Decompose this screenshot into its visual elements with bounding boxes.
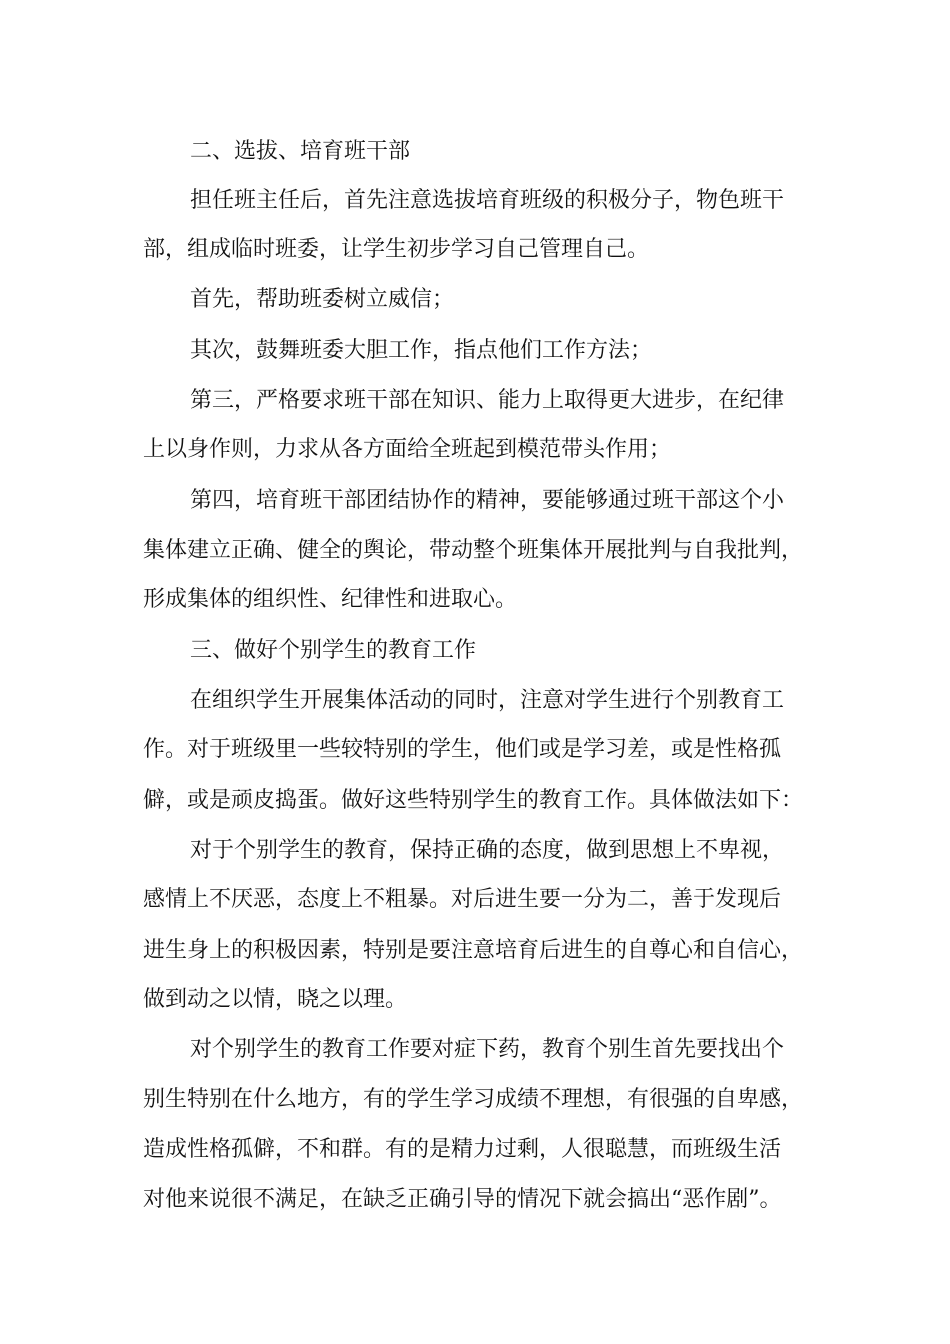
section-heading-3: 三、做好个别学生的教育工作: [190, 638, 477, 663]
paragraph-line: 造成性格孤僻，不和群。有的是精力过剩，人很聪慧，而班级生活: [143, 1137, 782, 1162]
paragraph-line: 做到动之以情，晓之以理。: [143, 987, 408, 1012]
paragraph-line: 首先，帮助班委树立威信；: [190, 287, 455, 312]
paragraph-line: 上以身作则，力求从各方面给全班起到模范带头作用；: [143, 437, 672, 462]
paragraph-line: 进生身上的积极因素，特别是要注意培育后进生的自尊心和自信心，: [143, 938, 804, 963]
paragraph-line: 部，组成临时班委，让学生初步学习自己管理自己。: [143, 237, 650, 262]
paragraph-line: 第三，严格要求班干部在知识、能力上取得更大进步，在纪律: [190, 388, 785, 413]
paragraph-line: 对个别学生的教育工作要对症下药，教育个别生首先要找出个: [190, 1037, 785, 1062]
paragraph-line: 作。对于班级里一些较特别的学生，他们或是学习差，或是性格孤: [143, 737, 782, 762]
paragraph-line: 其次，鼓舞班委大胆工作，指点他们工作方法；: [190, 338, 653, 363]
paragraph-line: 在组织学生开展集体活动的同时，注意对学生进行个别教育工: [190, 688, 785, 713]
paragraph-line: 感情上不厌恶，态度上不粗暴。对后进生要一分为二，善于发现后: [143, 887, 782, 912]
paragraph-line: 集体建立正确、健全的舆论，带动整个班集体开展批判与自我批判，: [143, 538, 804, 563]
paragraph-line: 第四，培育班干部团结协作的精神，要能够通过班干部这个小: [190, 488, 785, 513]
paragraph-line: 僻，或是顽皮捣蛋。做好这些特别学生的教育工作。具体做法如下：: [143, 788, 804, 813]
section-heading-2: 二、选拔、培育班干部: [190, 139, 411, 164]
paragraph-line: 形成集体的组织性、纪律性和进取心。: [143, 587, 518, 612]
paragraph-line: 对他来说很不满足，在缺乏正确引导的情况下就会搞出“恶作剧”。: [143, 1187, 782, 1212]
paragraph-line: 担任班主任后，首先注意选拔培育班级的积极分子，物色班干: [190, 188, 785, 213]
paragraph-line: 对于个别学生的教育，保持正确的态度，做到思想上不卑视，: [190, 838, 785, 863]
paragraph-line: 别生特别在什么地方，有的学生学习成绩不理想，有很强的自卑感，: [143, 1087, 804, 1112]
